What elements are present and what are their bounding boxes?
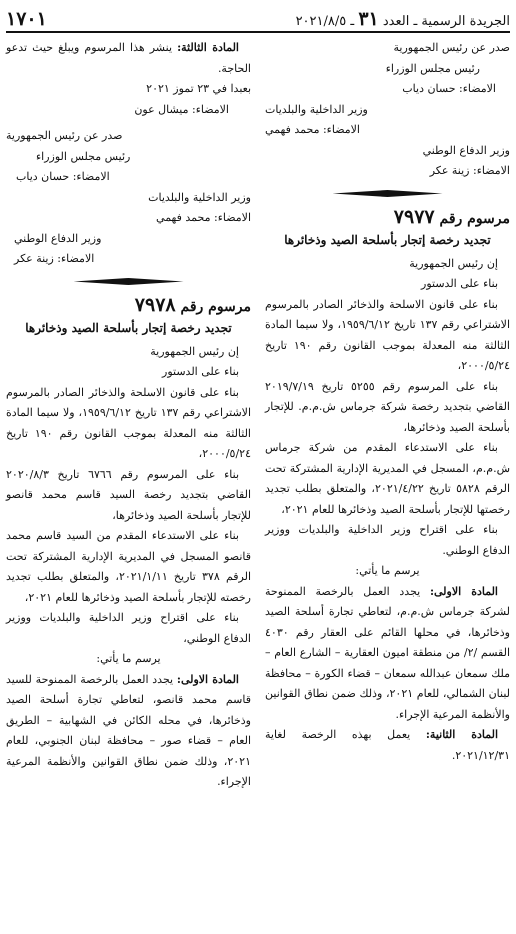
section-divider [6,274,251,290]
decree-preamble-law: بناء على قانون الاسلحة والذخائر الصادر بالمرسوم الاشتراعي رقم ١٣٧ تاريخ ١٩٥٩/٦/١٢، ولا سيما المادة الثالثة منه المعدلة بموجب القانون رقم ١٩٠ تاريخ ٢٠٠٠/٥/٢٤، [265,297,511,372]
decree-preamble-constitution: بناء على الدستور [162,365,239,378]
decree-decides: يرسم ما يأتي: [96,652,161,665]
decree-number-heading [265,206,510,230]
signature-defense-sign: الامضاء: زينة عكر [429,164,510,177]
signature-interior-sign: الامضاء: محمد فهمي [265,123,360,136]
decree-preamble-law: بناء على قانون الاسلحة والذخائر الصادر بالمرسوم الاشتراعي رقم ١٣٧ تاريخ ١٩٥٩/٦/١٢، ولا سيما المادة الثالثة منه المعدلة بموجب القانون رقم ١٩٠ تاريخ ٢٠٠٠/٥/٢٤، [6,385,252,460]
section-divider [265,186,510,202]
decree-preamble-constitution: بناء على الدستور [421,277,498,290]
decree-number: ٧٩٧٧ [393,205,435,228]
article-one-text: يجدد العمل بالرخصة الممنوحة لشركة جرماس ش.م.م، لتعاطي تجارة أسلحة الصيد وذخائرها، في محلها القائم على العقار رقم ٤٠٣٠ القسم /٢/ من منطقة اميون العقارية – الشارع العام – ملك سمعان عبدالله سمعان – قضاء الكورة – محافظة لبنان الشمالي، للعام ٢٠٢١، وذلك ضمن نطاق القوانين والأنظمة المرعية الإجراء. [265,584,510,721]
signature-pm-sign: الامضاء: حسان دياب [16,170,110,183]
header-rule [6,31,510,33]
article-two-text: يعمل بهذه الرخصة لغاية ٢٠٢١/١٢/٣١. [265,728,510,762]
gazette-title: الجريدة الرسمية ـ العدد [382,14,510,29]
article-three [6,38,251,79]
decree-preamble-request: بناء على الاستدعاء المقدم من شركة جرماس ش.م.م، المسجل في المديرية الإدارية المشتركة تحت الرقم ٥٨٢٨ تاريخ ٢٠٢١/٤/٢٢، والمتعلق بطلب تجديد رخصتها للإتجار بأسلحة الصيد وذخائرها للعام ٢٠٢١، [265,441,510,516]
signature-issuer: صدر عن رئيس الجمهورية [6,129,123,142]
article-one-title: المادة الاولى: [429,584,498,598]
article-one-title: المادة الاولى: [176,672,239,686]
signature-pm-title: رئيس مجلس الوزراء [36,149,131,163]
decree-preamble-president: إن رئيس الجمهورية [150,344,239,358]
signature-issuer: صدر عن رئيس الجمهورية [393,41,510,54]
decree-preamble-previous: بناء على المرسوم رقم ٦٧٦٦ تاريخ ٢٠٢٠/٨/٣ القاضي بتجديد رخصة السيد قاسم محمد قانصو للإتجار بأسلحة الصيد وذخائرها، [6,467,251,522]
header-title-group [296,8,510,30]
decree-preamble-proposal: بناء على اقتراح وزير الداخلية والبلديات ووزير الدفاع الوطني، [6,611,251,645]
decree-number-label: مرسوم رقم [439,210,510,227]
decree-preamble-proposal: بناء على اقتراح وزير الداخلية والبلديات ووزير الدفاع الوطني. [265,523,510,557]
article-two [265,725,510,766]
president-signature: الامضاء: ميشال عون [134,102,229,116]
decree-number: ٧٩٧٨ [134,293,176,316]
signature-interior-title: وزير الداخلية والبلديات [148,190,251,204]
article-one [6,670,251,793]
decree-preamble-president: إن رئيس الجمهورية [409,256,498,270]
issue-date: ـ ٢٠٢١/٨/٥ [295,14,355,29]
page-header [6,4,510,30]
signature-defense-sign: الامضاء: زينة عكر [14,252,95,265]
page-number: ١٧٠١ [6,8,47,30]
article-three-title: المادة الثالثة: [177,41,239,54]
signature-defense-title: وزير الدفاع الوطني [14,231,102,245]
article-two-title: المادة الثانية: [425,728,498,741]
signature-pm-title: رئيس مجلس الوزراء [385,61,480,75]
decree-title: تجديد رخصة إتجار بأسلحة الصيد وذخائرها [25,320,232,335]
decree-number-heading [6,294,251,318]
signature-interior-title: وزير الداخلية والبلديات [265,102,368,116]
right-column [265,38,510,766]
signing-date: بعبدا في ٢٣ تموز ٢٠٢١ [146,82,251,95]
article-one [265,582,510,726]
signature-interior-sign: الامضاء: محمد فهمي [156,211,251,224]
decree-preamble-request: بناء على الاستدعاء المقدم من السيد قاسم محمد قانصو المسجل في المديرية الإدارية المشتركة تحت الرقم ٣٧٨ تاريخ ٢٠٢١/١/١١، والمتعلق بطلب تجديد رخصته للإتجار بأسلحة الصيد وذخائرها للعام ٢٠٢١، [6,529,251,604]
decree-number-label: مرسوم رقم [180,298,251,315]
decree-title: تجديد رخصة إتجار بأسلحة الصيد وذخائرها [284,232,491,247]
signature-pm-sign: الامضاء: حسان دياب [402,82,496,95]
decree-decides: يرسم ما يأتي: [355,564,420,577]
decree-preamble-previous: بناء على المرسوم رقم ٥٢٥٥ تاريخ ٢٠١٩/٧/١٩ القاضي بتجديد رخصة شركة جرماس ش.م.م. للإتجار بأسلحة الصيد وذخائرها، [265,379,510,434]
issue-number: ٣١ [358,8,379,30]
article-three-text: ينشر هذا المرسوم ويبلغ حيث تدعو الحاجة. [6,41,251,75]
article-one-text: يجدد العمل بالرخصة الممنوحة للسيد قاسم محمد قانصو، لتعاطي تجارة أسلحة الصيد وذخائرها، في محله الكائن في الشهابية – الطريق العام – قضاء صور – محافظة لبنان الجنوبي، للعام ٢٠٢١، وذلك ضمن نطاق القوانين والأنظمة المرعية الإجراء. [6,672,251,788]
left-column [6,38,251,793]
signature-defense-title: وزير الدفاع الوطني [422,143,510,157]
